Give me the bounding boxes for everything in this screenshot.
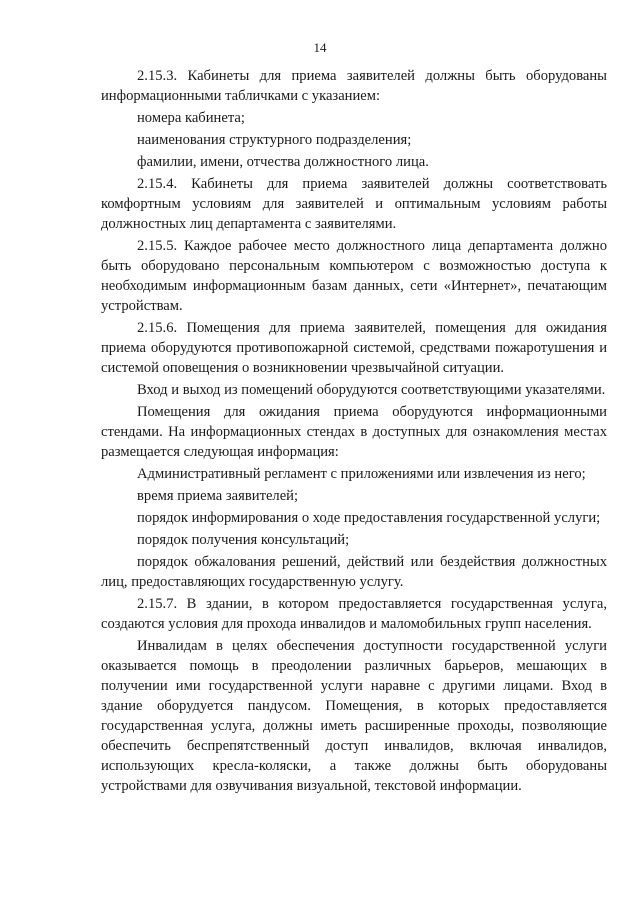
paragraph-entrance-exit: Вход и выход из помещений оборудуются соответствующими указателями. xyxy=(137,382,606,398)
paragraph-disability-assistance: Инвалидам в целях обеспечения доступности государственной услуги оказывается помощь в преодолении различных барьеров, мешающих в получении ими государственной услуги наравне с другими лицами. Вход в здание оборудуется пандусом. Помещения, в которых предоставляется государственная услуга, должны иметь расширенные проходы, позволяющие обеспечить беспрепятственный доступ инвалидов, включая инвалидов, использующих кресла-коляски, а также должны быть оборудованы устройствами для озвучивания визуальной, текстовой информации. xyxy=(101,638,607,794)
list-item-appeal-procedure: порядок обжалования решений, действий или бездействия должностных лиц, предоставляющих государственную услугу. xyxy=(101,554,607,590)
paragraph-info-stands: Помещения для ожидания приема оборудуются информационными стендами. На информационных стендах в доступных для ознакомления местах размещается следующая информация: xyxy=(101,404,607,460)
paragraph-2-15-6: 2.15.6. Помещения для приема заявителей, помещения для ожидания приема оборудуются противопожарной системой, средствами пожаротушения и системой оповещения о возникновении чрезвычайной ситуации. xyxy=(101,320,607,376)
paragraph-2-15-7: 2.15.7. В здании, в котором предоставляется государственная услуга, создаются условия для прохода инвалидов и маломобильных групп населения. xyxy=(101,596,607,632)
page-number: 14 xyxy=(313,40,327,55)
list-item-consultation-procedure: порядок получения консультаций; xyxy=(137,532,350,548)
document-body xyxy=(101,66,607,796)
list-item-informing-procedure: порядок информирования о ходе предоставления государственной услуги; xyxy=(137,510,601,526)
paragraph-2-15-5: 2.15.5. Каждое рабочее место должностного лица департамента должно быть оборудовано персональным компьютером с возможностью доступа к необходимым информационным базам данных, сети «Интернет», печатающим устройствам. xyxy=(101,238,607,314)
list-item-department-name: наименования структурного подразделения; xyxy=(137,132,412,148)
list-item-official-name: фамилии, имени, отчества должностного лица. xyxy=(137,154,429,170)
paragraph-2-15-3: 2.15.3. Кабинеты для приема заявителей должны быть оборудованы информационными табличками с указанием: xyxy=(101,68,607,104)
list-item-reception-time: время приема заявителей; xyxy=(137,488,299,504)
list-item-room-number: номера кабинета; xyxy=(137,110,245,126)
paragraph-2-15-4: 2.15.4. Кабинеты для приема заявителей должны соответствовать комфортным условиям для заявителей и оптимальным условиям работы должностных лиц департамента с заявителями. xyxy=(101,176,607,232)
list-item-regulation: Административный регламент с приложениями или извлечения из него; xyxy=(137,466,586,482)
